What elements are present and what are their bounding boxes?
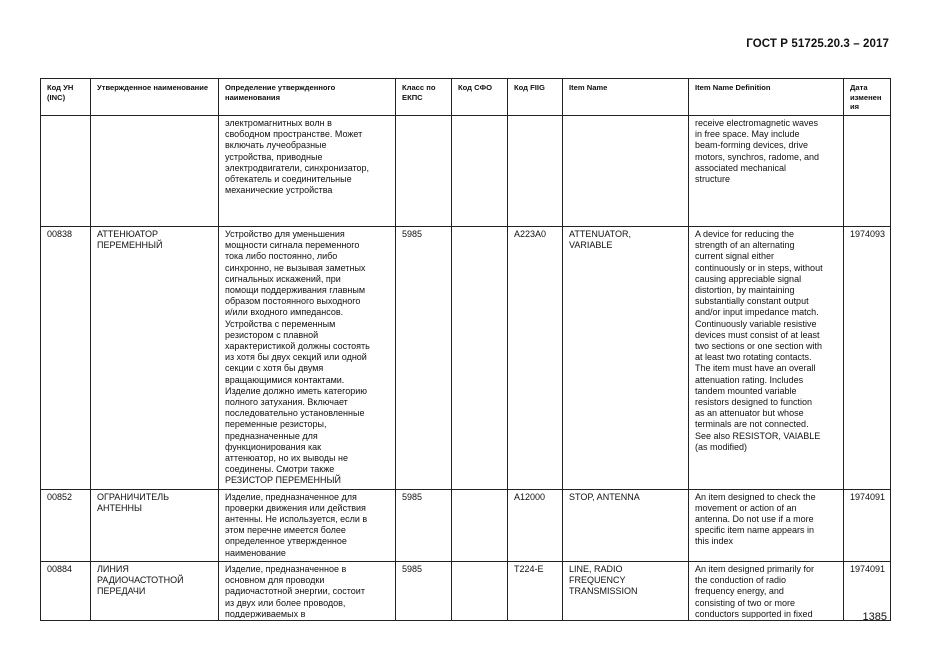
item-name-table — [40, 78, 891, 621]
cell-date: 1974091 — [844, 489, 891, 561]
table-row — [41, 561, 891, 620]
cell-item-definition: An item designed to check the movement or action of an antenna. Do not use if a more specific item name appears in this index — [689, 489, 844, 561]
column-header-date: Дата изменения — [844, 79, 891, 116]
column-header-item-name: Item Name — [563, 79, 689, 116]
cell-sfo — [452, 489, 508, 561]
cell-class: 5985 — [396, 489, 452, 561]
column-header-class: Класс по ЕКПС — [396, 79, 452, 116]
cell-fiig: T224-E — [508, 561, 563, 620]
cell-definition-ru: Изделие, предназначенное для проверки движения или действия антенны. Не используется, если в этом перечне имеется более определенное утвержденное наименование — [219, 489, 396, 561]
page-number: 1385 — [862, 611, 887, 623]
cell-sfo — [452, 227, 508, 490]
cell-item-name: STOP, ANTENNA — [563, 489, 689, 561]
cell-item-definition: receive electromagnetic waves in free space. May include beam-forming devices, drive motors, synchros, radome, and associated mechanical structure — [689, 116, 844, 227]
cell-inc: 00884 — [41, 561, 91, 620]
cell-class — [396, 116, 452, 227]
cell-fiig: A12000 — [508, 489, 563, 561]
cell-sfo — [452, 116, 508, 227]
cell-fiig — [508, 116, 563, 227]
cell-name-ru: АТТЕНЮАТОР ПЕРЕМЕННЫЙ — [91, 227, 219, 490]
cell-definition-ru — [219, 561, 396, 620]
cell-fiig: A223A0 — [508, 227, 563, 490]
column-header-name-ru: Утвержденное наименование — [91, 79, 219, 116]
cell-item-name: ATTENUATOR, VARIABLE — [563, 227, 689, 490]
cell-definition-ru: электромагнитных волн в свободном пространстве. Может включать лучеобразные устройства, приводные электродвигатели, синхронизатор, обтекатель и соединительные механические устройства — [219, 116, 396, 227]
document-header: ГОСТ Р 51725.20.3 – 2017 — [746, 38, 889, 50]
column-header-inc: Код УН (INC) — [41, 79, 91, 116]
cell-date: 1974093 — [844, 227, 891, 490]
cell-item-definition-text: An item designed primarily for the conduction of radio frequency energy, and consisting of two or more conductors supported in fixed — [695, 563, 815, 618]
cell-class: 5985 — [396, 561, 452, 620]
cell-inc: 00852 — [41, 489, 91, 561]
cell-date — [844, 116, 891, 227]
table-row — [41, 227, 891, 490]
cell-class: 5985 — [396, 227, 452, 490]
table-row — [41, 116, 891, 227]
column-header-definition-ru: Определение утвержденного наименования — [219, 79, 396, 116]
cell-sfo — [452, 561, 508, 620]
table-header-row — [41, 79, 891, 116]
cell-item-definition: A device for reducing the strength of an alternating current signal either continuously or in steps, without causing appreciable signal distortion, by maintaining substantially constant output and/or input impedance match. Continuously variable resistive devices must consist of at least two sections or one section with at least two rotating contacts. The item must have an overall attenuation rating. Includes tandem mounted variable resistors designed to function as an attenuator but whose terminals are not connected. See also RESISTOR, VAIABLE (as modified) — [689, 227, 844, 490]
cell-item-name — [563, 116, 689, 227]
cell-inc — [41, 116, 91, 227]
cell-name-ru: ЛИНИЯ РАДИОЧАСТОТНОЙ ПЕРЕДАЧИ — [91, 561, 219, 620]
column-header-fiig: Код FIIG — [508, 79, 563, 116]
cell-name-ru — [91, 116, 219, 227]
cell-name-ru: ОГРАНИЧИТЕЛЬ АНТЕННЫ — [91, 489, 219, 561]
cell-item-definition — [689, 561, 844, 620]
column-header-sfo: Код СФО — [452, 79, 508, 116]
cell-definition-ru: Устройство для уменьшения мощности сигнала переменного тока либо постоянно, либо синхронно, не вызывая заметных сигнальных искажений, при помощи поддерживания главным образом постоянного выходного и/или входного импедансов. Устройства с переменным резистором с плавной характеристикой должны состоять из хотя бы двух секций или одной секции с хотя бы двумя вращающимися контактами. Изделие должно иметь категорию полного затухания. Включает последовательно установленные переменные резисторы, предназначенные для функционирования как аттенюатор, но их выводы не соединены. Смотри также РЕЗИСТОР ПЕРЕМЕННЫЙ — [219, 227, 396, 490]
cell-inc: 00838 — [41, 227, 91, 490]
cell-date: 1974091 — [844, 561, 891, 620]
column-header-item-definition: Item Name Definition — [689, 79, 844, 116]
table-row — [41, 489, 891, 561]
cell-definition-ru-text: Изделие, предназначенное в основном для проводки радиочастотной энергии, состоит из двух или более проводов, поддерживаемых в — [225, 563, 365, 618]
cell-item-name: LINE, RADIO FREQUENCY TRANSMISSION — [563, 561, 689, 620]
